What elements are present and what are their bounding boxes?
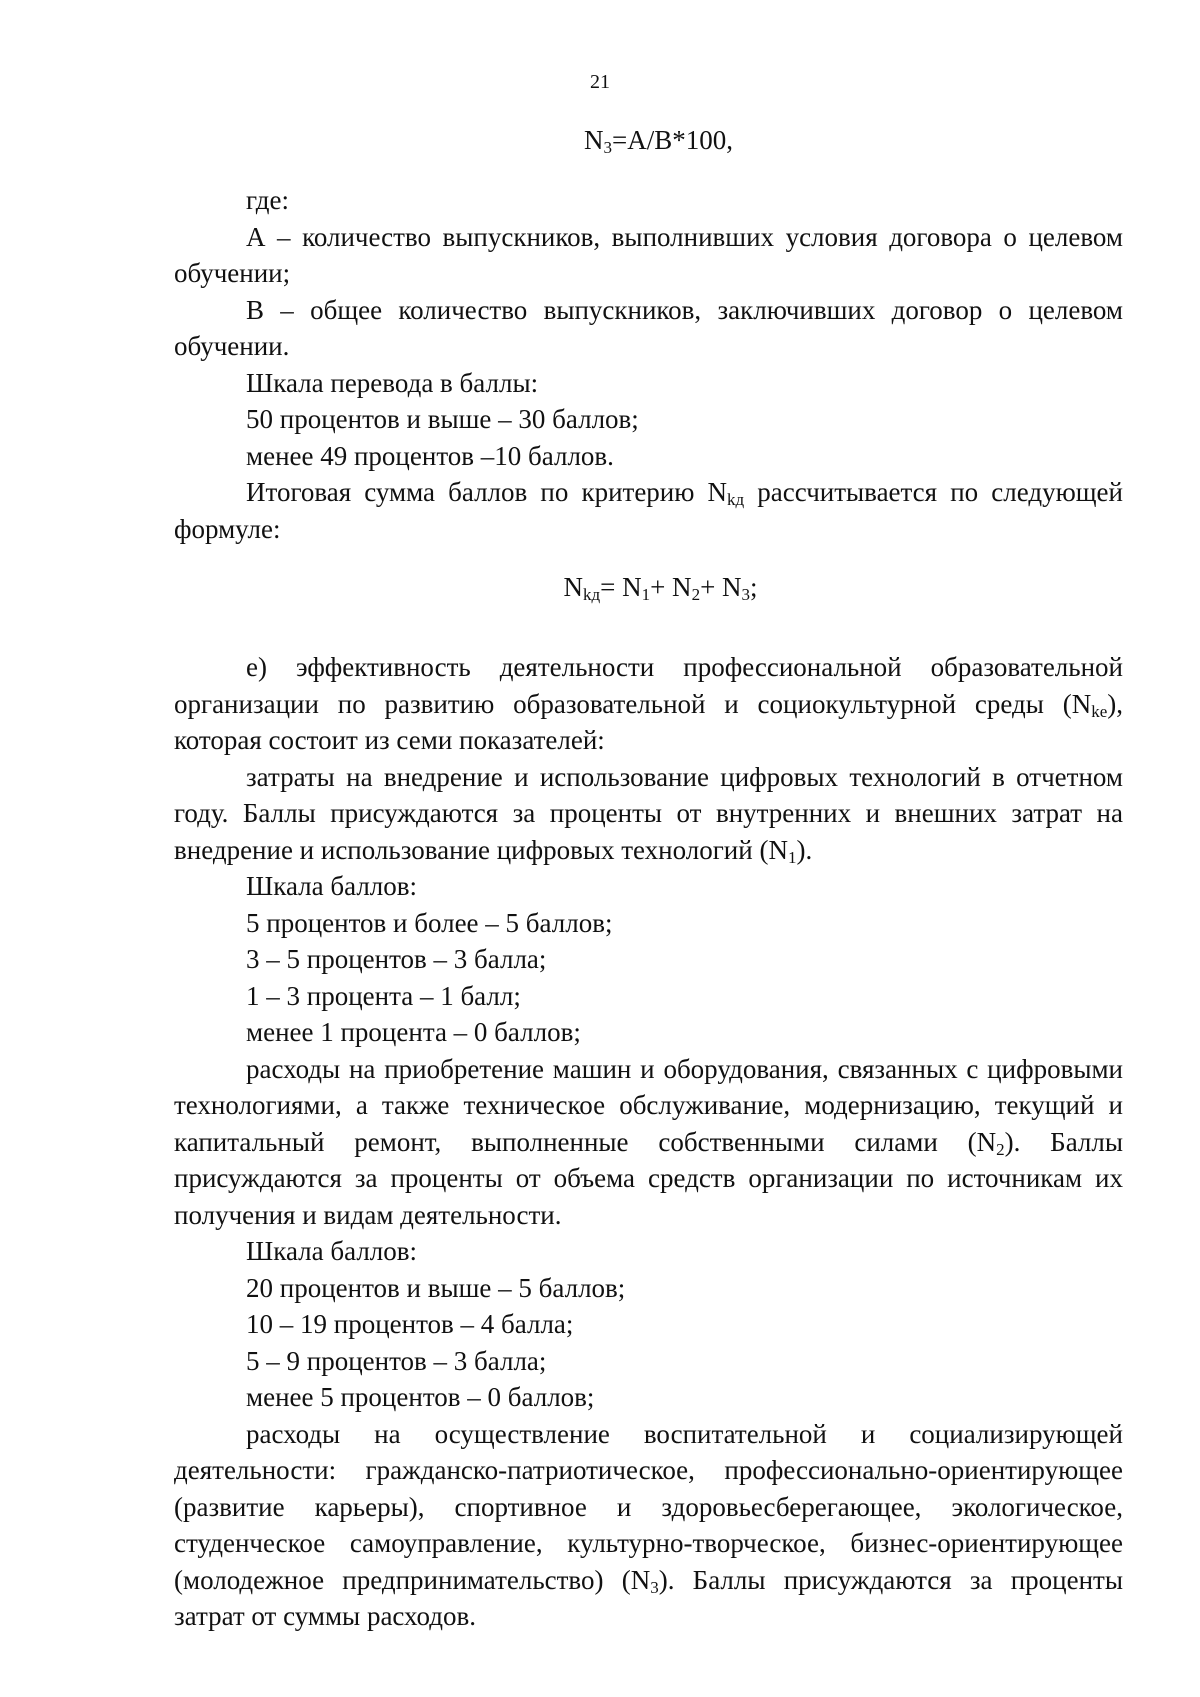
- formula-symbol: N: [584, 125, 604, 155]
- scale-title: Шкала перевода в баллы:: [246, 367, 539, 398]
- document-body: [174, 122, 1123, 1635]
- formula-expression: =A/B*100,: [612, 125, 733, 155]
- scale-item: менее 5 процентов – 0 баллов;: [246, 1382, 595, 1412]
- formula-n3: [174, 122, 1123, 158]
- scale-title: Шкала баллов:: [246, 1236, 418, 1266]
- formula-subscript: 3: [603, 138, 612, 157]
- definition-b: В – общее количество выпускников, заключивших договор о целевом обучении.: [174, 294, 1123, 361]
- scale-item: менее 1 процента – 0 баллов;: [246, 1017, 581, 1047]
- page-number: 21: [590, 71, 610, 93]
- definition-a: А – количество выпускников, выполнивших условия договора о целевом обучении;: [174, 221, 1123, 288]
- scale-item: 1 – 3 процента – 1 балл;: [246, 980, 521, 1011]
- scale-item: 10 – 19 процентов – 4 балла;: [246, 1309, 574, 1339]
- total-sum-sentence: Итоговая сумма баллов по критерию $N_{kд}$ рассчитывается по следующей формуле:: [174, 477, 1123, 544]
- scale-title: Шкала баллов:: [246, 871, 418, 901]
- indicator-n2-paragraph: расходы на приобретение машин и оборудования, связанных с цифровыми технологиями, а также техническое обслуживание, модернизацию, текущий и капитальный ремонт, выполненные собственными силами $(N_2)$. Баллы присуждаются за проценты от объема средств организации по источникам их получения и видам деятельности.: [174, 1053, 1123, 1230]
- scale-item: 20 процентов и выше – 5 баллов;: [246, 1272, 626, 1303]
- scale-item: 3 – 5 процентов – 3 балла;: [246, 944, 547, 974]
- formula-total: $N_{kд}= N_1+ N_2+ N_3$;: [563, 572, 758, 604]
- indicator-n1-paragraph: затраты на внедрение и использование цифровых технологий в отчетном году. Баллы присуждаются за проценты от внутренних и внешних затрат на внедрение и использование цифровых технологий $(N_1)$.: [174, 761, 1123, 867]
- scale-item: 50 процентов и выше – 30 баллов;: [246, 404, 639, 434]
- where-label: где:: [246, 185, 289, 215]
- indicator-n3-paragraph: расходы на осуществление воспитательной и социализирующей деятельности: гражданско-патриотическое, профессионально-ориентирующее (развитие карьеры), спортивное и здоровьесберегающее, экологическое, студенческое самоуправление, культурно-творческое, бизнес-ориентирующее (молодежное предпринимательство) $(N_3)$. Баллы присуждаются за проценты затрат от суммы расходов.: [174, 1418, 1123, 1631]
- item-e-paragraph: е) эффективность деятельности профессиональной образовательной организации по развитию образовательной и социокультурной среды $(N_{kе})$, которая состоит из семи показателей:: [174, 652, 1123, 755]
- scale-item: менее 49 процентов –10 баллов.: [246, 440, 614, 471]
- scale-item: 5 процентов и более – 5 баллов;: [246, 907, 613, 938]
- scale-item: 5 – 9 процентов – 3 балла;: [246, 1345, 547, 1376]
